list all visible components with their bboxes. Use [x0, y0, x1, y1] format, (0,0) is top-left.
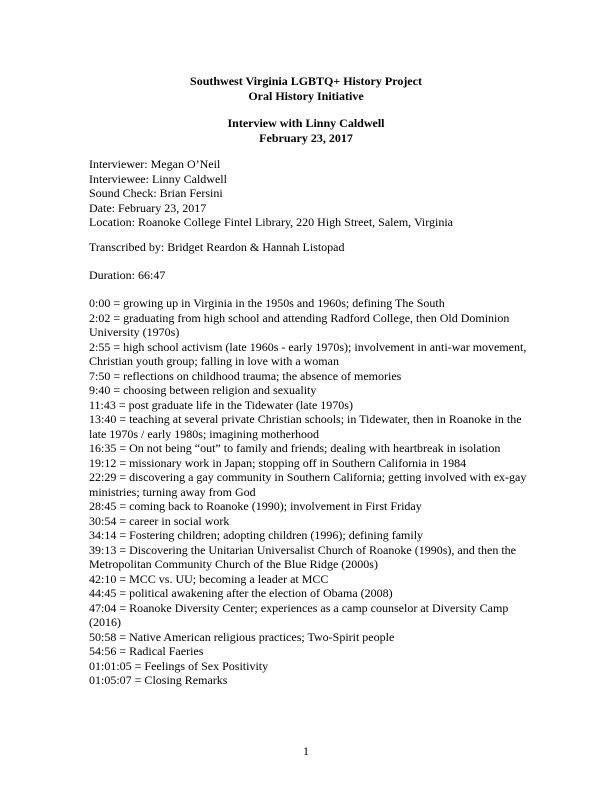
interviewer: Interviewer: Megan O’Neil [89, 157, 221, 171]
timestamp-entry: 01:01:05 = Feelings of Sex Positivity [89, 658, 269, 673]
initiative-title: Oral History Initiative [248, 88, 364, 103]
timestamp-entry: 28:45 = coming back to Roanoke (1990); involvement in First Friday [89, 499, 422, 513]
timestamp-entry: 2:02 = graduating from high school and attending Radford College, then Old Dominion University (1970s) [89, 310, 510, 339]
date: Date: February 23, 2017 [89, 200, 207, 215]
timestamp-entry: 11:43 = post graduate life in the Tidewater (late 1970s) [89, 397, 353, 412]
timestamp-entry: 30:54 = career in social work [89, 513, 230, 528]
sound-check: Sound Check: Brian Fersini [89, 186, 223, 200]
interview-metadata [89, 157, 529, 230]
timestamp-entry: 42:10 = MCC vs. UU; becoming a leader at MCC [89, 571, 329, 586]
timestamp-entry: 50:58 = Native American religious practices; Two-Spirit people [89, 629, 395, 644]
timestamp-entry: 13:40 = teaching at several private Christian schools; in Tidewater, then in Roanoke in the late 1970s / early 1980s; imagining motherhood [89, 412, 522, 441]
timestamp-entry: 01:05:07 = Closing Remarks [89, 673, 228, 687]
project-title: Southwest Virginia LGBTQ+ History Project [190, 74, 422, 88]
project-header [0, 74, 612, 103]
timestamp-entry: 44:45 = political awakening after the election of Obama (2008) [89, 586, 393, 600]
page-number: 1 [303, 744, 309, 758]
duration: Duration: 66:47 [89, 268, 166, 282]
interview-title: Interview with Linny Caldwell [227, 116, 385, 130]
interviewee: Interviewee: Linny Caldwell [89, 171, 227, 186]
timestamp-entry: 39:13 = Discovering the Unitarian Universalist Church of Roanoke (1990s), and then the Metropolitan Community Church of the Blue Ridge (2000s) [89, 542, 517, 571]
timestamp-entry: 16:35 = On not being “out” to family and friends; dealing with heartbreak in isolation [89, 441, 501, 455]
timestamp-entry: 7:50 = reflections on childhood trauma; the absence of memories [89, 368, 402, 383]
timestamp-entry: 47:04 = Roanoke Diversity Center; experiences as a camp counselor at Diversity Camp (2016) [89, 600, 509, 629]
interview-header [0, 116, 612, 145]
transcribed-by: Transcribed by: Bridget Reardon & Hannah Listopad [89, 240, 345, 254]
interview-date: February 23, 2017 [259, 130, 353, 145]
timestamp-entry: 0:00 = growing up in Virginia in the 1950s and 1960s; defining The South [89, 296, 445, 310]
location: Location: Roanoke College Fintel Library, 220 High Street, Salem, Virginia [89, 215, 453, 229]
timestamp-entry: 19:12 = missionary work in Japan; stopping off in Southern California in 1984 [89, 455, 467, 470]
timestamp-entry: 2:55 = high school activism (late 1960s - early 1970s); involvement in anti-war movement, Christian youth group; falling in love with a woman [89, 339, 527, 368]
timestamp-entry: 54:56 = Radical Faeries [89, 644, 204, 658]
timestamp-index [89, 296, 529, 688]
timestamp-entry: 9:40 = choosing between religion and sexuality [89, 383, 317, 397]
timestamp-entry: 22:29 = discovering a gay community in Southern California; getting involved with ex-gay ministries; turning away from God [89, 470, 527, 499]
timestamp-entry: 34:14 = Fostering children; adopting children (1996); defining family [89, 528, 424, 542]
